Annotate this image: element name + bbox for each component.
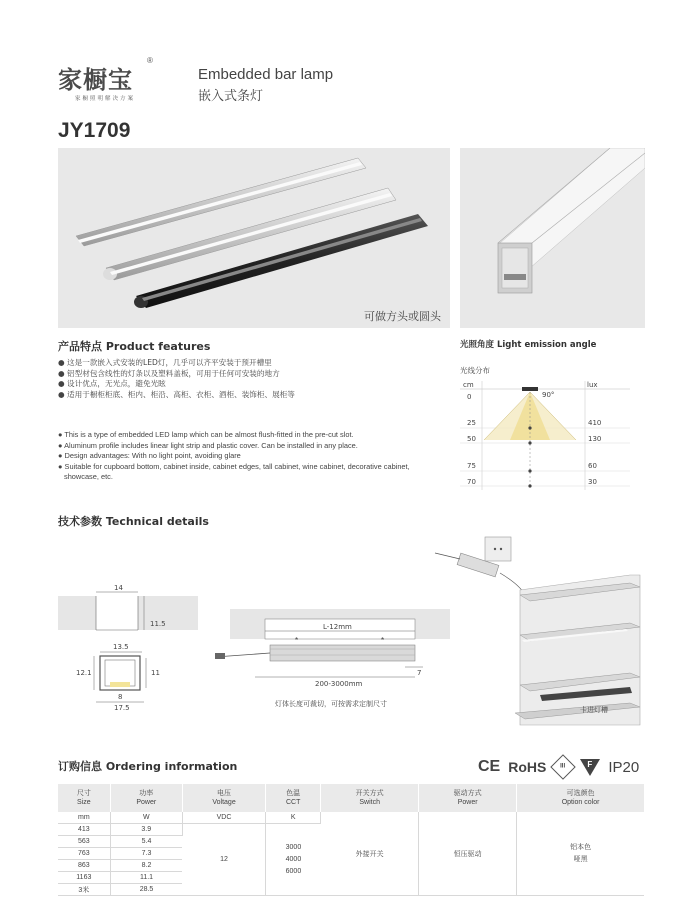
power-cell: 3.9 <box>110 824 182 836</box>
model-number: JY1709 <box>58 119 131 142</box>
svg-text:*: * <box>381 636 385 645</box>
emission-subtitle: 光线分布 <box>460 366 490 375</box>
color-cell: 铝本色 哑黑 <box>517 812 644 896</box>
registered-mark: ® <box>147 56 153 65</box>
feature-item-cn: ● 设计优点，无光点，避免光眩 <box>58 379 166 388</box>
ordering-title: 订购信息 Ordering information <box>58 760 238 773</box>
cabinet-illustration <box>430 535 645 745</box>
unit-cell: mm <box>58 812 110 824</box>
ip-rating: IP20 <box>608 758 640 776</box>
brand-logo: 家橱宝 <box>58 66 133 94</box>
power-cell: 8.2 <box>110 860 182 872</box>
size-cell: 1163 <box>58 872 110 884</box>
install-label: 卡进灯槽 <box>580 706 608 714</box>
feature-item-cn: ● 铝型材包含线性的灯条以及塑料盖板，可用于任何可安装的地方 <box>58 368 280 378</box>
technical-title: 技术参数 Technical details <box>58 515 209 528</box>
unit-cell: W <box>110 812 182 824</box>
switch-cell: 外接开关 <box>321 812 419 896</box>
f-mark-icon: F <box>580 759 600 776</box>
dim-inner-width: 8 <box>118 693 123 701</box>
unit-cm: cm <box>463 381 474 389</box>
table-row <box>58 812 644 824</box>
size-cell: 563 <box>58 836 110 848</box>
end-gap: 7 <box>417 669 422 677</box>
feature-item-en: ● Design advantages: With no light point, avoiding glare <box>58 451 241 460</box>
unit-lux: lux <box>587 381 598 389</box>
angle-label: 90° <box>542 391 555 399</box>
dim-top-width: 14 <box>114 584 123 592</box>
distance-label: 0 <box>467 393 472 401</box>
driver-cell: 恒压驱动 <box>419 812 517 896</box>
distance-label: 25 <box>467 419 476 427</box>
header-cct: 色温 CCT <box>266 784 321 812</box>
features-title: 产品特点 Product features <box>58 340 211 353</box>
photo-caption: 可做方头或圆头 <box>364 310 441 323</box>
distance-label: 75 <box>467 462 476 470</box>
size-cell: 763 <box>58 848 110 860</box>
emission-diagram <box>460 378 630 493</box>
header-power: 功率 Power <box>110 784 182 812</box>
class-iii-icon: III <box>551 754 576 779</box>
size-cell: 3米 <box>58 884 110 896</box>
dim-outer-width: 13.5 <box>113 643 129 651</box>
product-title-en: Embedded bar lamp <box>198 66 334 83</box>
size-cell: 863 <box>58 860 110 872</box>
installation-illustration <box>430 535 645 745</box>
profile-closeup-photo <box>460 148 645 328</box>
header-driver: 驱动方式 Power <box>419 784 517 812</box>
length-dimension-drawing <box>215 605 450 715</box>
feature-item-cn: ● 适用于橱柜柜底、柜内、柜沿、高柜、衣柜、酒柜、装饰柜、展柜等 <box>58 389 295 399</box>
unit-cell: K <box>266 812 321 824</box>
length-range: 200-3000mm <box>315 680 363 688</box>
table-header-row <box>58 784 644 812</box>
ce-mark: CE <box>478 758 501 775</box>
header-switch: 开关方式 Switch <box>321 784 419 812</box>
features-list-cn <box>58 358 443 400</box>
voltage-cell: 12 <box>182 824 265 896</box>
power-cell: 5.4 <box>110 836 182 848</box>
power-cell: 7.3 <box>110 848 182 860</box>
dim-height-right: 11 <box>151 669 160 677</box>
ordering-table <box>58 784 644 896</box>
feature-item-en: ● Aluminum profile includes linear light strip and plastic cover. Can be installed in any place. <box>58 440 358 450</box>
header-voltage: 电压 Voltage <box>182 784 265 812</box>
lux-label: 60 <box>588 462 597 470</box>
dim-depth: 11.5 <box>150 620 166 628</box>
dim-height-left: 12.1 <box>76 669 92 677</box>
brand-tagline: 家橱照明解决方案 <box>75 96 136 102</box>
light-bars-illustration <box>58 148 450 328</box>
dim-base-width: 17.5 <box>114 704 130 712</box>
power-cell: 28.5 <box>110 884 182 896</box>
lux-label: 130 <box>588 435 602 443</box>
header-color: 可选颜色 Option color <box>517 784 644 812</box>
unit-cell: VDC <box>182 812 265 824</box>
header-size: 尺寸 Size <box>58 784 110 812</box>
profile-closeup-illustration <box>460 148 645 328</box>
distance-label: 50 <box>467 435 476 443</box>
profile-dimension-drawing <box>58 580 198 720</box>
length-note: 灯体长度可裁切，可按需求定制尺寸 <box>275 700 387 708</box>
size-cell: 413 <box>58 824 110 836</box>
features-list-en <box>58 430 443 483</box>
product-photo <box>58 148 450 328</box>
feature-item-en: ● Suitable for cupboard bottom, cabinet inside, cabinet edges, tall cabinet, wine cabinet, decorative cabinet, showcase, etc. <box>58 461 410 481</box>
certification-marks <box>478 758 639 776</box>
power-cell: 11.1 <box>110 872 182 884</box>
rohs-mark: RoHS <box>508 759 547 775</box>
emission-title: 光照角度 Light emission angle <box>460 340 597 350</box>
svg-text:*: * <box>295 636 299 645</box>
cct-cell: 3000 4000 6000 <box>266 824 321 896</box>
lux-label: 410 <box>588 419 602 427</box>
lux-label: 30 <box>588 478 597 486</box>
feature-item-en: ● This is a type of embedded LED lamp which can be almost flush-fitted in the pre-cut slot. <box>58 430 354 439</box>
bar-aluminum-square <box>76 158 366 246</box>
distance-label: 70 <box>467 478 476 486</box>
feature-item-cn: ● 这是一款嵌入式安装的LED灯，几乎可以齐平安装于预开槽里 <box>58 358 272 367</box>
length-label: L-12mm <box>323 623 352 631</box>
product-title-cn: 嵌入式条灯 <box>198 89 264 104</box>
